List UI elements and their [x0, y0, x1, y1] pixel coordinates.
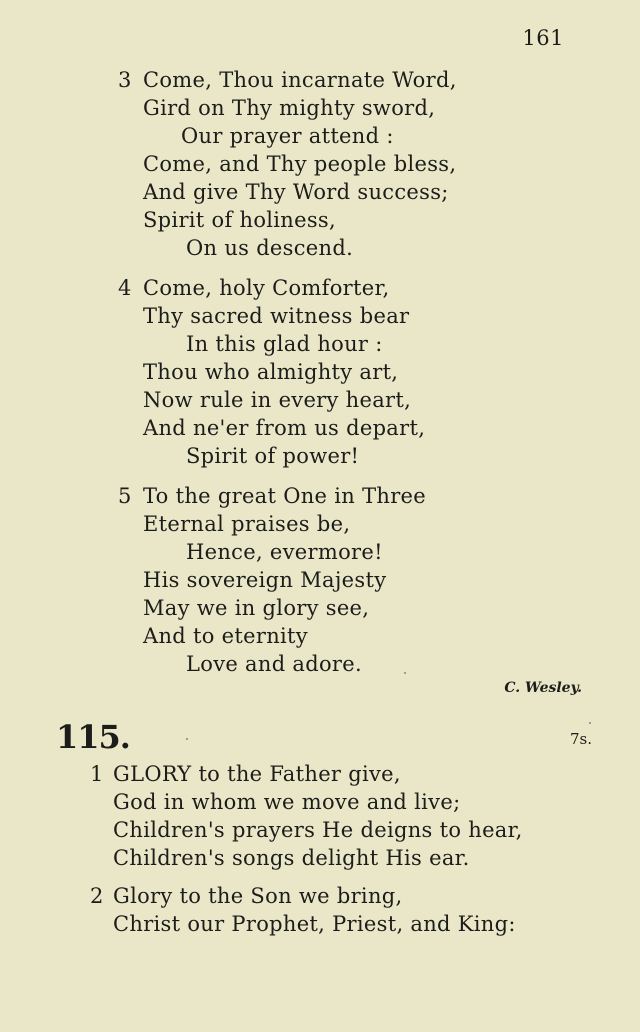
verse-line: Children's songs delight His ear. — [113, 846, 470, 870]
verse-line: Spirit of power! — [186, 444, 360, 468]
verse-line: Now rule in every heart, — [143, 388, 412, 412]
verse-line: Come, and Thy people bless, — [143, 152, 457, 176]
verse-line: And give Thy Word success; — [143, 180, 449, 204]
print-speck — [404, 672, 406, 674]
verse-line: On us descend. — [186, 236, 354, 260]
hymn-number: 115. — [56, 718, 130, 756]
author-attribution: C. Wesley. — [504, 680, 582, 696]
verse-line: May we in glory see, — [143, 596, 370, 620]
verse-line: And ne'er from us depart, — [143, 416, 426, 440]
verse-number: 5 — [118, 484, 132, 508]
verse-line: Come, holy Comforter, — [143, 276, 390, 300]
print-speck — [186, 738, 188, 740]
verse-number: 4 — [118, 276, 132, 300]
verse-line: Christ our Prophet, Priest, and King: — [113, 912, 516, 936]
verse-line: Thou who almighty art, — [143, 360, 399, 384]
verse-line: GLORY to the Father give, — [113, 762, 401, 786]
verse-line: Children's prayers He deigns to hear, — [113, 818, 523, 842]
verse-number: 3 — [118, 68, 132, 92]
hymn-meter: 7s. — [569, 730, 592, 748]
verse-line: Glory to the Son we bring, — [113, 884, 403, 908]
print-speck — [589, 722, 591, 724]
verse-number: 1 — [90, 762, 104, 786]
verse-line: To the great One in Three — [143, 484, 426, 508]
verse-line: Our prayer attend : — [181, 124, 394, 148]
verse-line: His sovereign Majesty — [143, 568, 387, 592]
verse-line: In this glad hour : — [186, 332, 383, 356]
verse-line: Hence, evermore! — [186, 540, 383, 564]
verse-line: Thy sacred witness bear — [143, 304, 410, 328]
verse-number: 2 — [90, 884, 104, 908]
verse-line: Gird on Thy mighty sword, — [143, 96, 436, 120]
verse-line: Spirit of holiness, — [143, 208, 336, 232]
verse-line: Come, Thou incarnate Word, — [143, 68, 457, 92]
page-number: 161 — [522, 26, 564, 50]
verse-line: Eternal praises be, — [143, 512, 351, 536]
verse-line: Love and adore. — [186, 652, 362, 676]
verse-line: God in whom we move and live; — [113, 790, 461, 814]
verse-line: And to eternity — [143, 624, 308, 648]
